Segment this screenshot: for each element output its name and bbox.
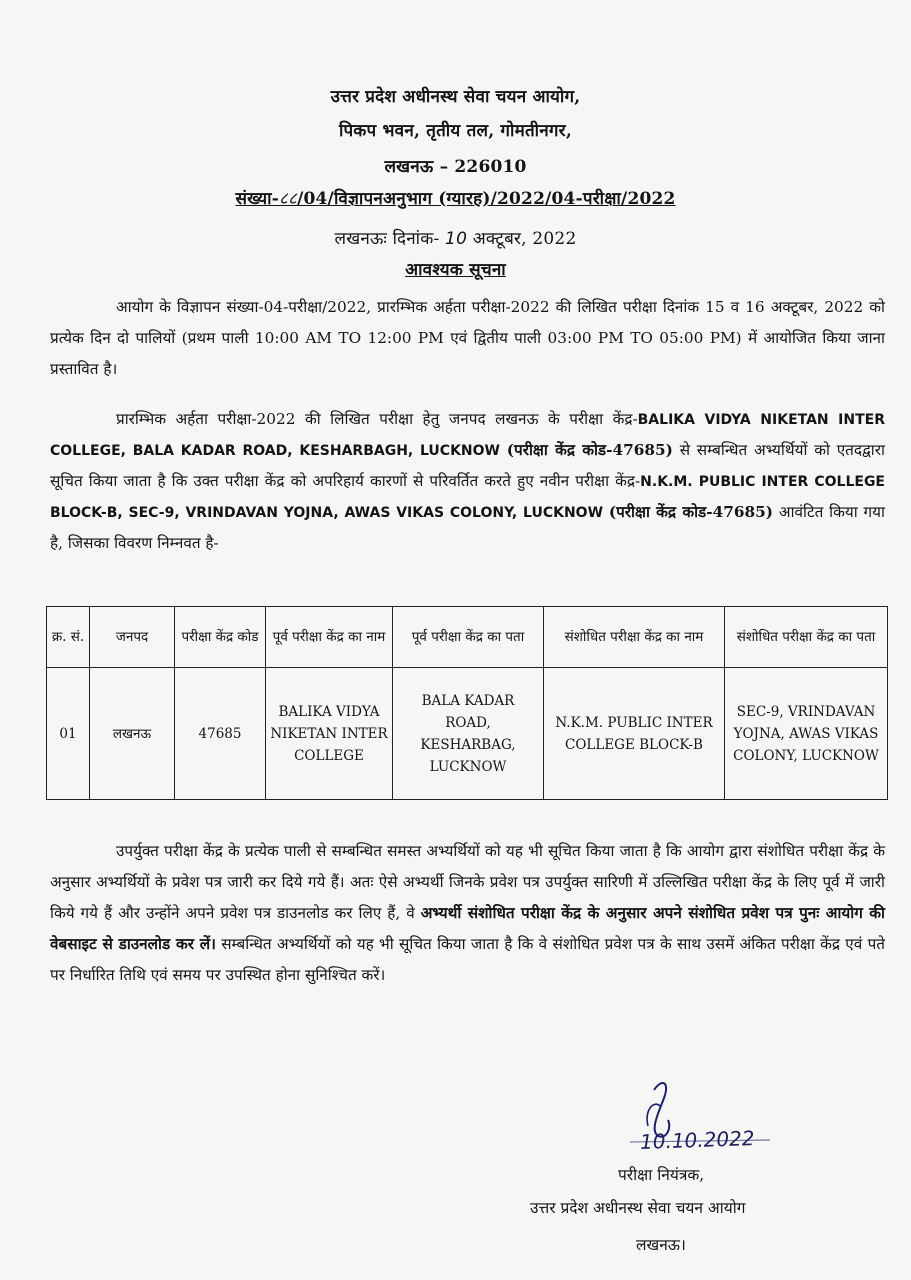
org-name: उत्तर प्रदेश अधीनस्थ सेवा चयन आयोग, [330,87,581,107]
date-prefix: लखनऊः दिनांक- [334,229,440,249]
para3-instruction: अभ्यर्थी संशोधित परीक्षा केंद्र के अनुसार अपने संशोधित प्रवेश पत्र पुनः आयोग की वेबसाइट से डाउनलोड कर लें। [50,904,886,953]
cell-old-centre-name: BALIKA VIDYA NIKETAN INTER COLLEGE [266,668,393,800]
date-handwritten: 10 [445,229,468,249]
reference-number [0,186,911,209]
signatory-org: उत्तर प्रदेश अधीनस्थ सेवा चयन आयोग [530,1199,746,1217]
signature-date: 10.10.2022 [639,1126,755,1154]
ref-suffix: /04/विज्ञापनअनुभाग (ग्यारह)/2022/04-परीक्षा/2022 [297,189,676,209]
new-centre-name: N.K.M. PUBLIC INTER COLLEGE BLOCK-B, SEC-9, VRINDAVAN YOJNA, AWAS VIKAS COLONY, LUCKNOW [50,474,885,521]
cell-district: लखनऊ [90,668,175,800]
paragraph-centre-change [50,404,885,558]
signatory-city: लखनऊ। [636,1236,686,1254]
para2-end: आवंटित किया गया है, जिसका विवरण निम्नवत है- [50,503,885,552]
col-old-centre-name: पूर्व परीक्षा केंद्र का नाम [266,607,393,668]
old-centre-name: BALIKA VIDYA NIKETAN INTER COLLEGE, BALA KADAR ROAD, KESHARBAGH, LUCKNOW [50,412,885,459]
paragraph-admit-card [50,836,885,991]
col-centre-code: परीक्षा केंद्र कोड [175,607,266,668]
para2-middle: से सम्बन्धित अभ्यर्थियों को एतदद्वारा सूचित किया जाता है कि उक्त परीक्षा केंद्र को अपरिहार्य कारणों से परिवर्तित करते हुए नवीन परीक्षा केंद्र- [50,441,885,490]
issue-date [0,226,911,249]
cell-serial: 01 [47,668,90,800]
col-district: जनपद [90,607,175,668]
paragraph-1-text: आयोग के विज्ञापन संख्या-04-परीक्षा/2022, प्रारम्भिक अर्हता परीक्षा-2022 की लिखित परीक्षा दिनांक 15 व 16 अक्टूबर, 2022 को प्रत्येक दिन दो पालियों (प्रथम पाली 10:00 AM TO 12:00 PM एवं द्वितीय पाली 03:00 PM TO 05:00 PM) में आयोजित किया जाना प्रस्तावित है। [50,298,885,378]
col-new-centre-name: संशोधित परीक्षा केंद्र का नाम [544,607,725,668]
cell-old-centre-address: BALA KADAR ROAD, KESHARBAG, LUCKNOW [393,668,544,800]
date-suffix: अक्टूबर, 2022 [472,229,577,249]
signatory-designation: परीक्षा नियंत्रक, [618,1166,705,1184]
notice-title: आवश्यक सूचना [405,260,506,280]
new-centre-code: (परीक्षा केंद्र कोड-47685) [608,503,774,521]
table-header-row [47,607,888,668]
col-new-centre-address: संशोधित परीक्षा केंद्र का पता [725,607,888,668]
para3-end: सम्बन्धित अभ्यर्थियों को यह भी सूचित किया जाता है कि वे संशोधित प्रवेश पत्र के साथ उसमें अंकित परीक्षा केंद्र एवं पते पर निर्धारित तिथि एवं समय पर उपस्थित होना सुनिश्चित करें। [50,935,885,984]
ref-handwritten: ८८ [279,189,298,209]
org-address: पिकप भवन, तृतीय तल, गोमतीनगर, [339,121,572,141]
centre-details-table [46,606,888,800]
cell-centre-code: 47685 [175,668,266,800]
cell-new-centre-name: N.K.M. PUBLIC INTER COLLEGE BLOCK-B [544,668,725,800]
org-city: लखनऊ – 226010 [384,157,527,177]
para2-intro: प्रारम्भिक अर्हता परीक्षा-2022 की लिखित परीक्षा हेतु जनपद लखनऊ के परीक्षा केंद्र- [116,410,638,428]
paragraph-exam-schedule [50,292,885,385]
col-old-centre-address: पूर्व परीक्षा केंद्र का पता [393,607,544,668]
old-centre-code: (परीक्षा केंद्र कोड-47685) [506,441,673,459]
table-row [47,668,888,800]
col-serial: क्र. सं. [47,607,90,668]
cell-new-centre-address: SEC-9, VRINDAVAN YOJNA, AWAS VIKAS COLONY, LUCKNOW [725,668,888,800]
ref-prefix: संख्या- [235,189,279,209]
para3-intro: उपर्युक्त परीक्षा केंद्र के प्रत्येक पाली से सम्बन्धित समस्त अभ्यर्थियों को यह भी सूचित किया जाता है कि आयोग द्वारा संशोधित परीक्षा केंद्र के अनुसार अभ्यर्थियों के प्रवेश पत्र जारी कर दिये गये हैं। अतः ऐसे अभ्यर्थी जिनके प्रवेश पत्र उपर्युक्त सारिणी में उल्लिखित परीक्षा केंद्र के लिए पूर्व में जारी किये गये हैं और उन्होंने अपने प्रवेश पत्र डाउनलोड कर लिए हैं, वे [50,842,885,922]
